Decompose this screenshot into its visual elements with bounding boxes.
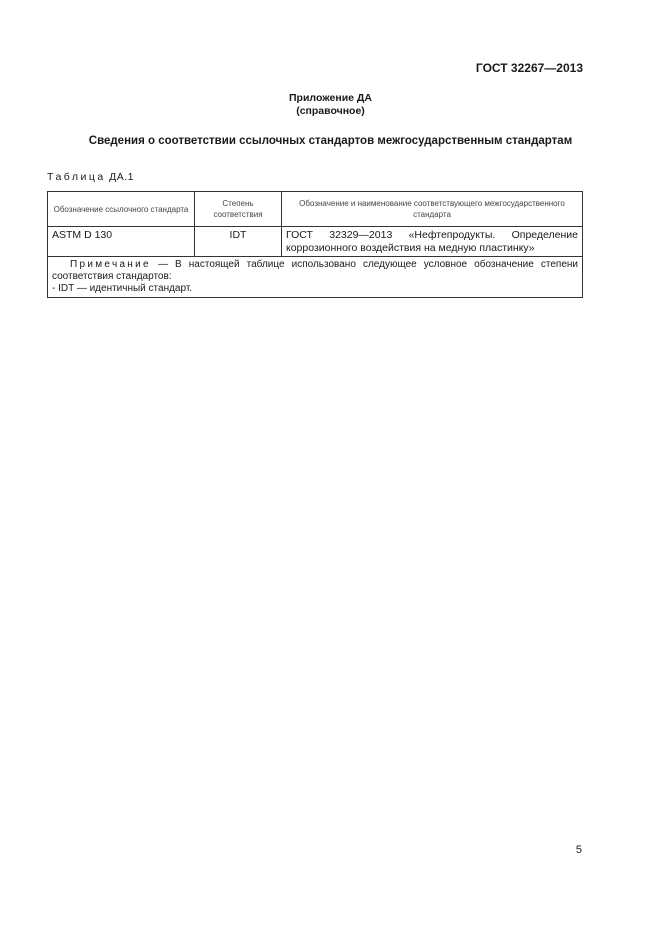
column-header-degree: Степень соответствия: [195, 192, 282, 227]
appendix-heading: [0, 92, 661, 118]
appendix-title: Приложение ДА: [289, 92, 372, 104]
column-header-reference: Обозначение ссылочного стандарта: [48, 192, 195, 227]
document-code: ГОСТ 32267—2013: [475, 61, 583, 75]
table-caption-word: Таблица: [47, 171, 106, 183]
table-row: [48, 227, 583, 257]
table-caption-number: ДА.1: [109, 171, 134, 183]
table-note: [48, 257, 583, 298]
cell-degree: IDT: [195, 227, 282, 257]
table-caption: [47, 171, 134, 183]
column-header-interstate: Обозначение и наименование соответствующего межгосударственного стандарта: [282, 192, 583, 227]
appendix-subtitle: (справочное): [296, 105, 365, 117]
section-title: Сведения о соответствии ссылочных стандартов межгосударственным стандартам: [88, 135, 573, 147]
table-note-row: [48, 257, 583, 298]
note-label: Примечание: [70, 259, 151, 270]
table-header-row: [48, 192, 583, 227]
page-number: 5: [575, 844, 582, 856]
cell-reference: ASTM D 130: [48, 227, 195, 257]
cell-interstate: ГОСТ 32329—2013 «Нефтепродукты. Определение коррозионного воздействия на медную пластинку»: [282, 227, 583, 257]
note-item: - IDT — идентичный стандарт.: [52, 283, 193, 294]
note-text: — В настоящей таблице использовано следующее условное обозначение степени соответствия стандартов:: [52, 259, 578, 282]
reference-table: [47, 191, 583, 298]
